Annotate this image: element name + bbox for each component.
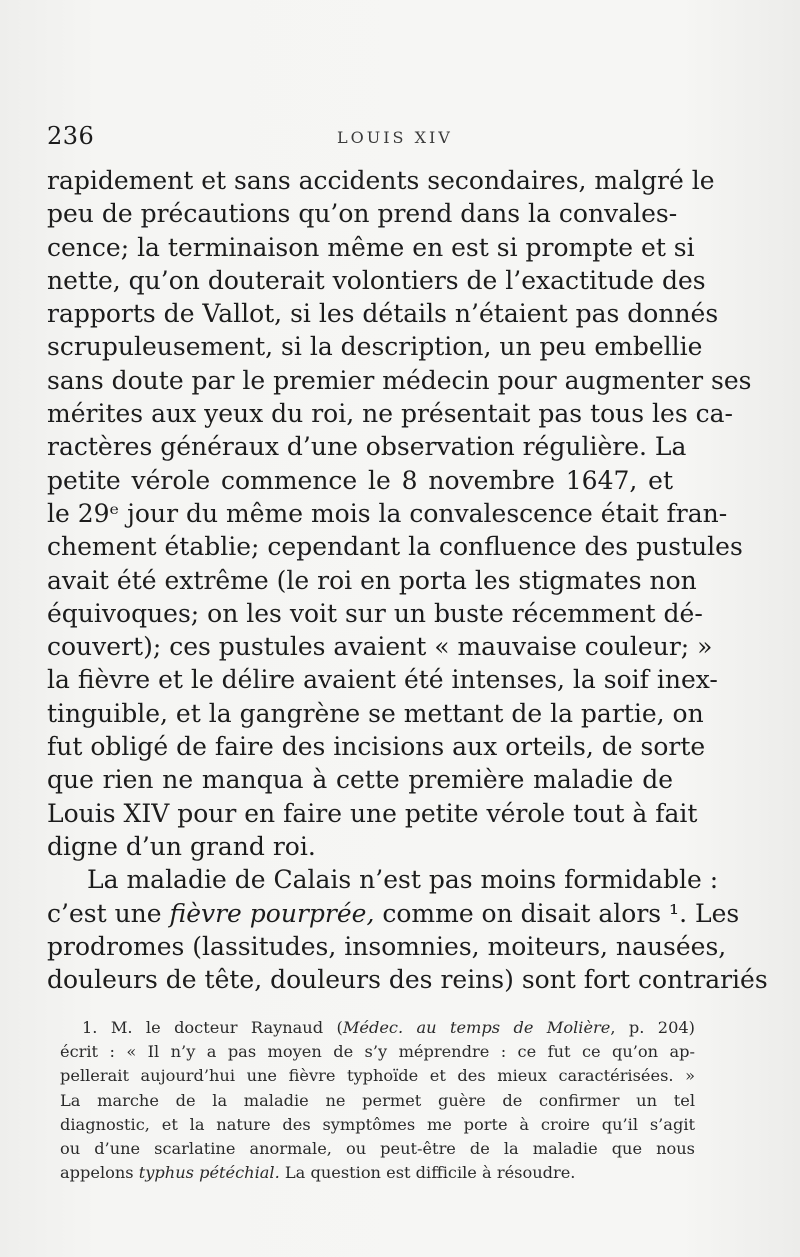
text-line: douleurs de tête, douleurs des reins) sont fort contrariés [47, 965, 768, 995]
footnote-line [60, 1016, 695, 1040]
text-line: ractères généraux d’une observation régulière. La [47, 432, 687, 462]
main-text [47, 164, 768, 996]
text-line: petite vérole commence le 8 novembre 1647, et [47, 465, 673, 495]
footnote-line: écrit : « Il n’y a pas moyen de s’y méprendre : ce fut ce qu’on ap- [60, 1042, 695, 1062]
text-line: tinguible, et la gangrène se mettant de la partie, on [47, 698, 704, 728]
text-line: le 29ᵉ jour du même mois la convalescence était fran- [47, 498, 728, 528]
text-line: fut obligé de faire des incisions aux orteils, de sorte [47, 732, 706, 762]
text-run: comme on disait alors ¹. Les [374, 898, 740, 928]
italic-phrase: typhus pétéchial. [138, 1163, 280, 1183]
footnote-line [60, 1161, 695, 1185]
text-run: 1. M. le docteur Raynaud ( [82, 1018, 343, 1037]
footnote-line: La marche de la maladie ne permet guère de confirmer un tel [60, 1090, 695, 1110]
text-line: équivoques; on les voit sur un buste récemment dé- [47, 598, 703, 628]
footnote [60, 1016, 695, 1185]
text-run: appelons [60, 1163, 139, 1183]
footnote-line: pellerait aujourd’hui une fièvre typhoïde et des mieux caractérisées. » [60, 1066, 695, 1086]
page-header [47, 122, 687, 156]
text-run: La question est difficile à résoudre. [279, 1163, 576, 1183]
page-number: 236 [47, 122, 95, 150]
text-line: cence; la terminaison même en est si prompte et si [47, 232, 695, 262]
text-line: rapports de Vallot, si les détails n’étaient pas donnés [47, 299, 719, 329]
italic-phrase: fièvre pourprée, [169, 898, 375, 928]
text-line: rapidement et sans accidents secondaires, malgré le [47, 166, 715, 195]
footnote-line: ou d’une scarlatine anormale, ou peut-être de la maladie que nous [60, 1138, 695, 1158]
text-line: La maladie de Calais n’est pas moins formidable : [87, 865, 719, 895]
text-run: c’est une [47, 898, 170, 928]
text-line: digne d’un grand roi. [47, 831, 316, 861]
text-line: avait été extrême (le roi en porta les stigmates non [47, 565, 697, 595]
text-line: chement établie; cependant la confluence des pustules [47, 532, 743, 562]
text-line [47, 897, 740, 930]
text-line: couvert); ces pustules avaient « mauvaise couleur; » [47, 632, 713, 662]
footnote-line: diagnostic, et la nature des symptômes me porte à croire qu’il s’agit [60, 1114, 695, 1134]
text-line: que rien ne manqua à cette première maladie de [47, 765, 673, 795]
text-line: scrupuleusement, si la description, un peu embellie [47, 332, 703, 362]
text-line: sans doute par le premier médecin pour augmenter ses [47, 365, 752, 395]
text-line: peu de précautions qu’on prend dans la convales- [47, 199, 678, 229]
italic-phrase: Médec. au temps de Molière [342, 1018, 611, 1037]
text-line: prodromes (lassitudes, insomnies, moiteurs, nausées, [47, 931, 727, 961]
running-title: LOUIS XIV [337, 128, 453, 147]
text-line: nette, qu’on douterait volontiers de l’exactitude des [47, 265, 706, 295]
text-line: la fièvre et le délire avaient été intenses, la soif inex- [47, 665, 718, 695]
text-line: mérites aux yeux du roi, ne présentait pas tous les ca- [47, 399, 733, 429]
text-run: , p. 204) [610, 1018, 695, 1037]
text-line: Louis XIV pour en faire une petite vérole tout à fait [47, 798, 698, 828]
